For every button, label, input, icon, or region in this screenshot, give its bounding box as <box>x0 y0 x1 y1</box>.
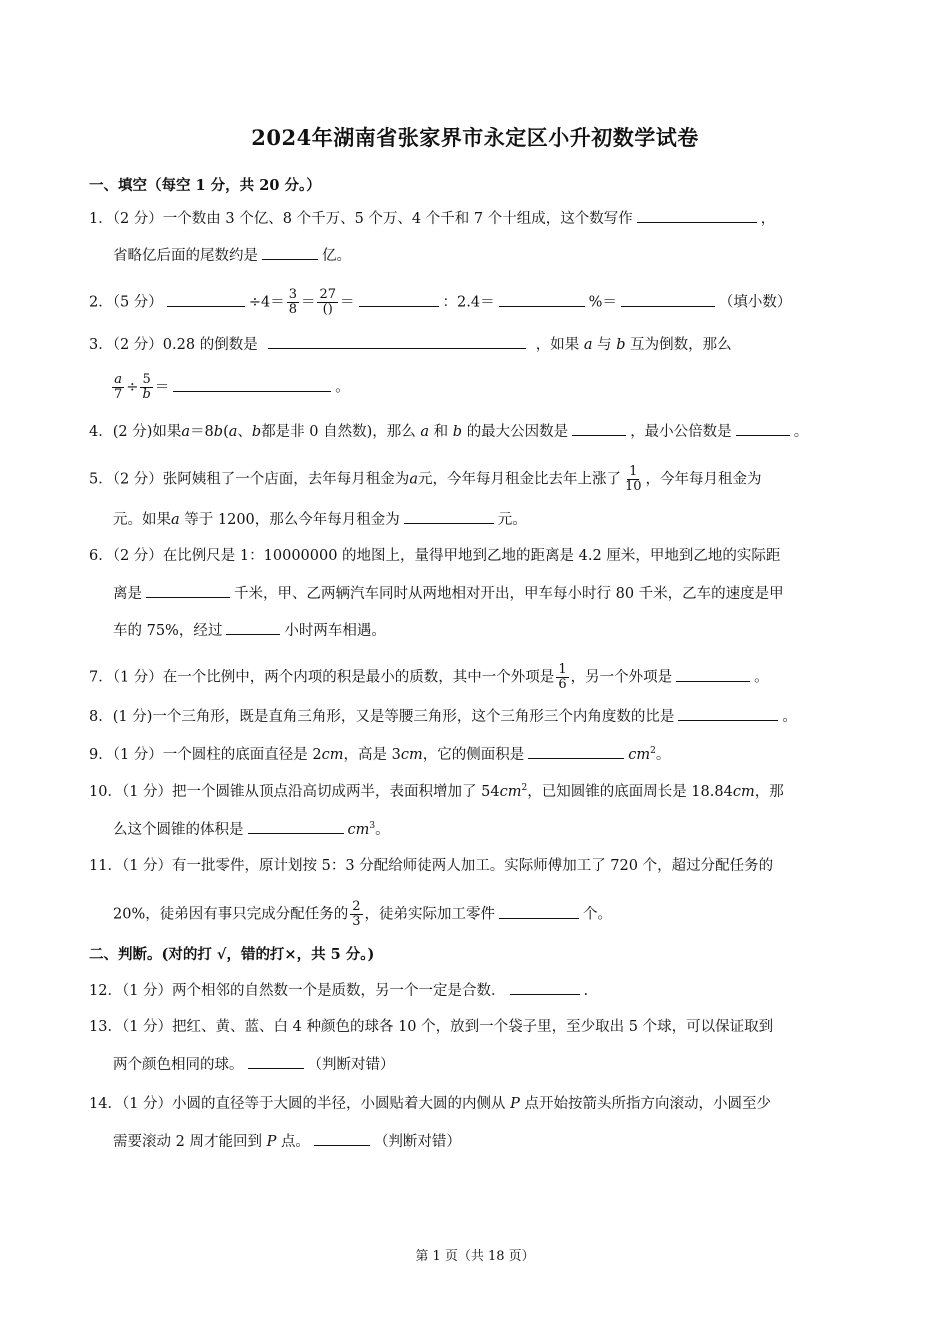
question-4: 4．(2 分)如果a＝8b(a、b都是非 0 自然数)，那么 a 和 b 的最大公因数是 ，最小公倍数是 。 <box>89 421 808 442</box>
question-5-line-2: 元。如果a 等于 1200，那么今年每月租金为 元。 <box>113 509 527 530</box>
question-7: 7．（1 分）在一个比例中，两个内项的积是最小的质数，其中一个外项是 $\frac{1}{6}$ ，另一个外项是 。 <box>89 662 769 692</box>
question-1-line-1: 1．（2 分）一个数由 3 个亿、8 个千万、5 个万、4 个千和 7 个十组成，这个数写作 ， <box>89 208 775 229</box>
answer-blank[interactable] <box>248 1054 304 1069</box>
answer-blank[interactable] <box>499 904 579 919</box>
page-title: 2024年湖南省张家界市永定区小升初数学试卷 <box>251 125 699 150</box>
question-3-line-1: 3．（2 分）0.28 的倒数是 ，如果 a 与 b 互为倒数，那么 <box>89 334 859 355</box>
answer-blank[interactable] <box>226 620 280 635</box>
fraction: $\frac{1}{10}$ <box>624 464 642 494</box>
question-5-line-1: 5．（2 分）张阿姨租了一个店面，去年每月租金为a元，今年每月租金比去年上涨了 $\frac{1}{10}$ ，今年每月租金为 <box>89 464 762 494</box>
question-10-line-2: 么这个圆锥的体积是 $cm^3$。 <box>113 819 390 840</box>
answer-blank[interactable] <box>676 667 750 682</box>
question-6-line-3: 车的 75%，经过 小时两车相遇。 <box>113 620 386 641</box>
answer-blank[interactable] <box>528 744 624 759</box>
answer-blank[interactable] <box>314 1131 370 1146</box>
answer-blank[interactable] <box>268 334 526 349</box>
answer-blank[interactable] <box>736 421 790 436</box>
question-11-line-1: 11．（1 分）有一批零件，原计划按 5：3 分配给师徒两人加工。实际师傅加工了 720 个，超过分配任务的 <box>89 858 774 874</box>
question-14-line-2: 需要滚动 2 周才能回到 P 点。 （判断对错） <box>113 1131 461 1152</box>
page-footer: 第 1 页（共 18 页） <box>415 1249 535 1264</box>
question-6-line-1: 6．（2 分）在比例尺是 1：10000000 的地图上，量得甲地到乙地的距离是 4.2 厘米，甲地到乙地的实际距 <box>89 548 781 564</box>
answer-blank[interactable] <box>637 208 757 223</box>
fraction: $\frac{1}{6}$ <box>558 662 567 692</box>
question-11-line-2: 20%，徒弟因有事只完成分配任务的 $\frac{2}{3}$ ，徒弟实际加工零件 个。 <box>113 899 613 929</box>
section-heading-judgement: 二、判断。(对的打 √，错的打×，共 5 分。) <box>89 946 375 963</box>
answer-blank[interactable] <box>359 292 439 307</box>
question-8: 8．(1 分)一个三角形，既是直角三角形，又是等腰三角形，这个三角形三个内角度数的比是 。 <box>89 706 797 727</box>
answer-blank[interactable] <box>262 245 318 260</box>
question-12: 12．（1 分）两个相邻的自然数一个是质数，另一个一定是合数． . <box>89 980 588 1001</box>
fraction: $\frac{3}{8}$ <box>288 287 297 317</box>
answer-blank[interactable] <box>510 980 580 995</box>
answer-blank[interactable] <box>173 377 331 392</box>
question-2: 2．（5 分） ÷4＝ $\frac{3}{8}$ ＝ $\frac{27}{()}$ ＝ ：2.4＝ %＝ （填小数） <box>89 287 792 317</box>
fraction: $\frac{27}{()}$ <box>319 287 337 317</box>
section-heading-fill-blank: 一、填空（每空 1 分，共 20 分。） <box>89 177 321 194</box>
question-6-line-2: 离是 千米，甲、乙两辆汽车同时从两地相对开出，甲车每小时行 80 千米，乙车的速度是甲 <box>113 583 784 604</box>
answer-blank[interactable] <box>146 583 230 598</box>
answer-blank[interactable] <box>167 292 245 307</box>
question-14-line-1: 14．（1 分）小圆的直径等于大圆的半径，小圆贴着大圆的内侧从 P 点开始按箭头所指方向滚动，小圆至少 <box>89 1096 772 1112</box>
answer-blank[interactable] <box>404 509 494 524</box>
question-10-line-1: 10．（1 分）把一个圆锥从顶点沿高切成两半，表面积增加了 $54cm^2$，已知圆锥的底面周长是 18.84cm，那 <box>89 783 784 800</box>
question-13-line-1: 13．（1 分）把红、黄、蓝、白 4 种颜色的球各 10 个，放到一个袋子里，至少取出 5 个球，可以保证取到 <box>89 1019 774 1035</box>
question-13-line-2: 两个颜色相同的球。 （判断对错） <box>113 1054 395 1075</box>
question-3-line-2: $\frac{a}{7}$ ÷ $\frac{5}{b}$ ＝ 。 <box>114 372 350 402</box>
fraction: $\frac{a}{7}$ <box>114 372 123 402</box>
answer-blank[interactable] <box>572 421 626 436</box>
question-9: 9．（1 分）一个圆柱的底面直径是 2cm，高是 3cm，它的侧面积是 $cm^2$。 <box>89 744 670 765</box>
answer-blank[interactable] <box>248 819 344 834</box>
answer-blank[interactable] <box>499 292 585 307</box>
fraction: $\frac{5}{b}$ <box>142 372 151 402</box>
answer-blank[interactable] <box>678 706 778 721</box>
question-1-line-2: 省略亿后面的尾数约是 亿。 <box>113 245 351 266</box>
fraction: $\frac{2}{3}$ <box>352 899 361 929</box>
answer-blank[interactable] <box>621 292 715 307</box>
